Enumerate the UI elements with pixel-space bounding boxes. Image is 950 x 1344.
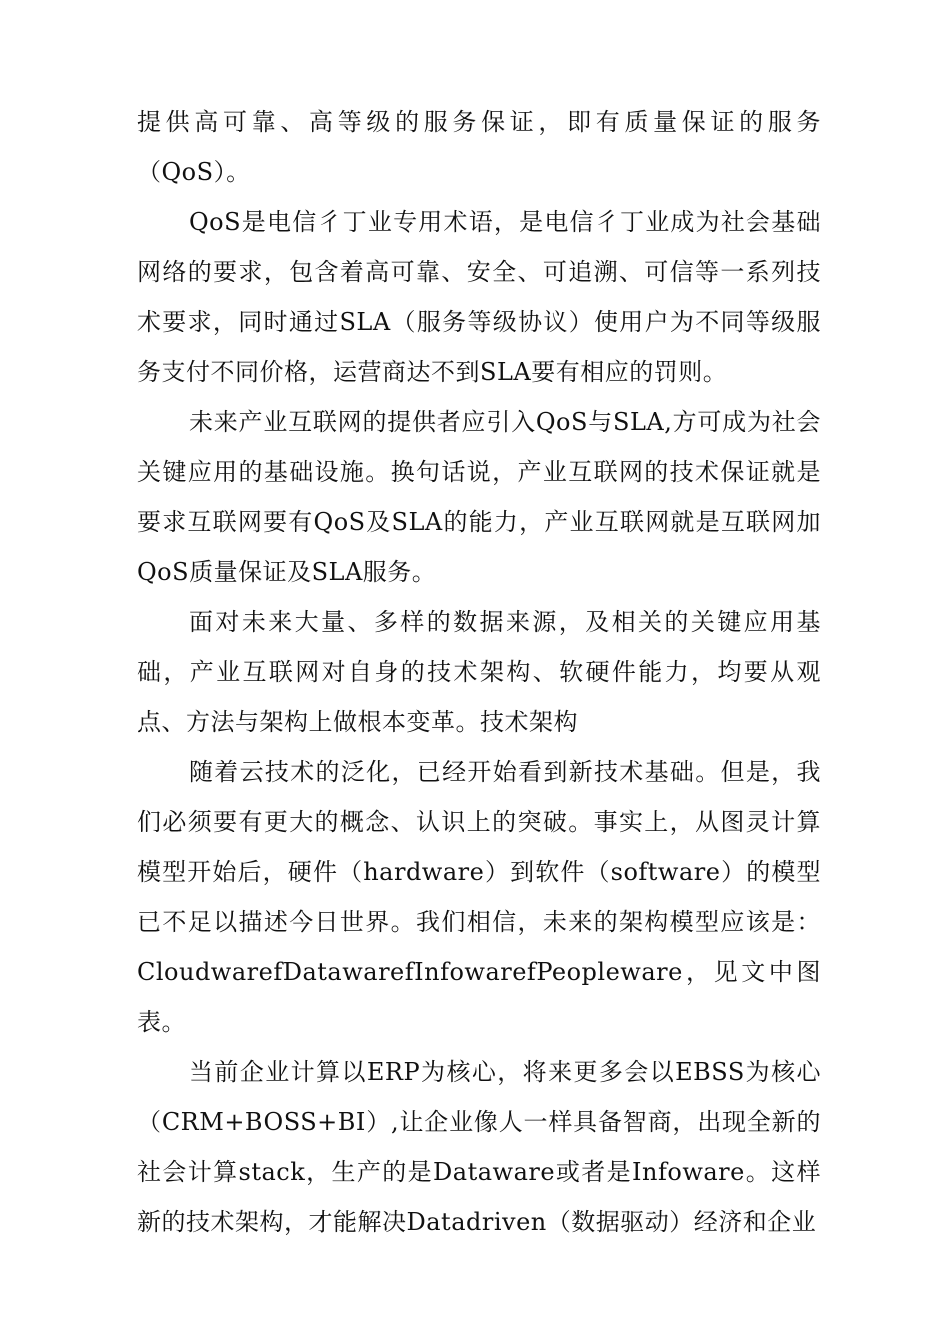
paragraph-qos-definition: QoS是电信彳丁业专用术语，是电信彳丁业成为社会基础网络的要求，包含着高可靠、安全、可追溯、可信等一系列技术要求，同时通过SLA（服务等级协议）使用户为不同等级服务支付不同价格，运营商达不到SLA要有相应的罚则。: [137, 208, 821, 386]
paragraph-industrial-internet-sla: 未来产业互联网的提供者应引入QoS与SLA,方可成为社会关键应用的基础设施。换句话说，产业互联网的技术保证就是要求互联网要有QoS及SLA的能力，产业互联网就是互联网加QoS质量保证及SLA服务。: [137, 408, 821, 586]
paragraph-qos-intro: 提供高可靠、高等级的服务保证，即有质量保证的服务（QoS）。: [137, 108, 821, 186]
body-text: [137, 97, 821, 1247]
paragraph-cloud-technology: 随着云技术的泛化，已经开始看到新技术基础。但是，我们必须要有更大的概念、认识上的突破。事实上，从图灵计算模型开始后，硬件（hardware）到软件（software）的模型已不足以描述今日世界。我们相信，未来的架构模型应该是：CloudwarefDatawarefInfowarefPeopleware，见文中图表。: [137, 758, 821, 1036]
paragraph-architecture-change: 面对未来大量、多样的数据来源，及相关的关键应用基础，产业互联网对自身的技术架构、软硬件能力，均要从观点、方法与架构上做根本变革。技术架构: [137, 608, 821, 736]
paragraph-enterprise-computing: 当前企业计算以ERP为核心，将来更多会以EBSS为核心（CRM+BOSS+BI）,让企业像人一样具备智商，出现全新的社会计算stack，生产的是Dataware或者是Infoware。这样新的技术架构，才能解决Datadriven（数据驱动）经济和企业: [137, 1058, 821, 1236]
